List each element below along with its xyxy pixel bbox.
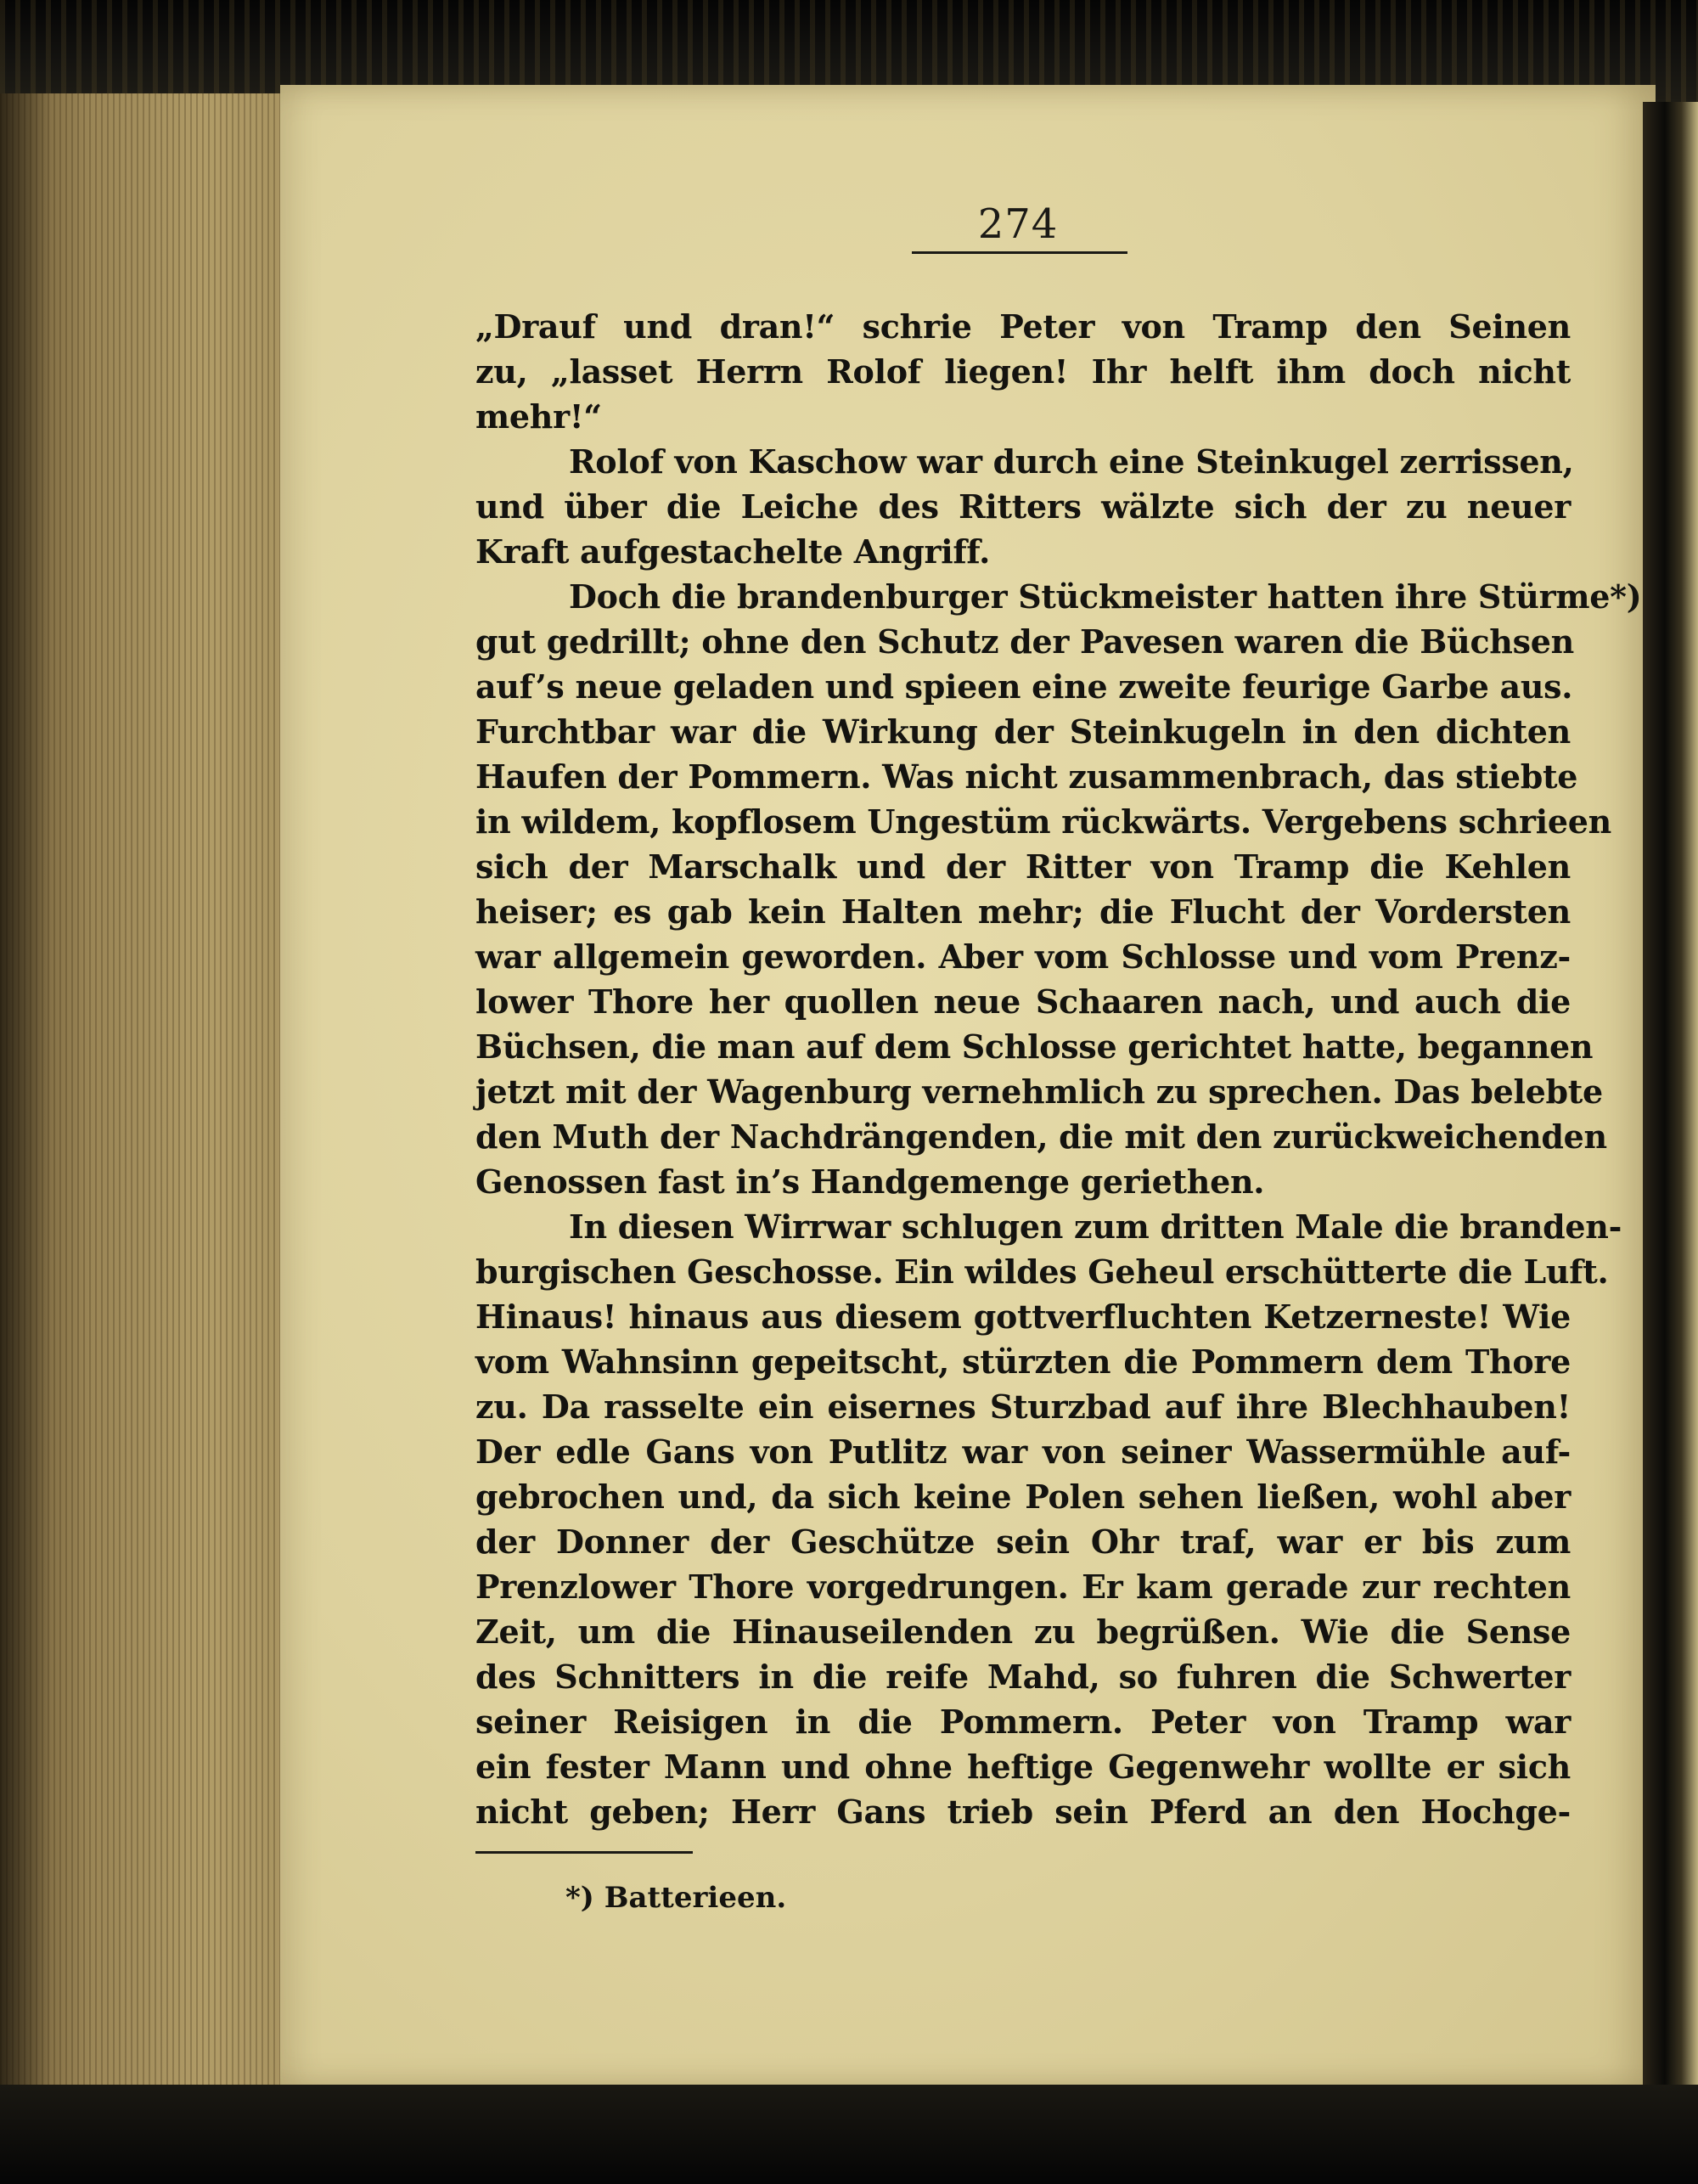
text-line: gebrochen und, da sich keine Polen sehen ließen, wohl aber [475, 1478, 1571, 1516]
page-edges-shadow [0, 93, 51, 2131]
text-line: burgischen Geschosse. Ein wildes Geheul erschütterte die Luft. [475, 1252, 1609, 1291]
page-number: 274 [977, 200, 1059, 248]
text-line: Doch die brandenburger Stückmeister hatten ihre Stürme*) [569, 577, 1642, 616]
text-line: lower Thore her quollen neue Schaaren nach, und auch die [475, 982, 1571, 1021]
text-line: Genossen fast in’s Handgemenge geriethen. [475, 1162, 1265, 1201]
text-line: mehr!“ [475, 397, 602, 436]
text-line: Kraft aufgestachelte Angriff. [475, 532, 991, 571]
text-line: des Schnitters in die reife Mahd, so fuhren die Schwerter [475, 1658, 1571, 1696]
text-line: zu. Da rasselte ein eisernes Sturzbad auf ihre Blechhauben! [475, 1388, 1571, 1426]
footnote: *) Batterieen. [565, 1881, 787, 1915]
body-text [475, 304, 1642, 1834]
text-line: Der edle Gans von Putlitz war von seiner Wassermühle auf- [475, 1433, 1571, 1471]
text-line: Rolof von Kaschow war durch eine Steinkugel zerrissen, [569, 442, 1574, 481]
footnote-rule [475, 1851, 693, 1854]
text-line: Büchsen, die man auf dem Schlosse gerichtet hatte, begannen [475, 1027, 1594, 1066]
text-line: ein fester Mann und ohne heftige Gegenwehr wollte er sich [475, 1748, 1571, 1786]
text-line: heiser; es gab kein Halten mehr; die Flucht der Vordersten [475, 892, 1571, 931]
text-line: Hinaus! hinaus aus diesem gottverfluchten Ketzerneste! Wie [475, 1297, 1571, 1336]
text-line: der Donner der Geschütze sein Ohr traf, war er bis zum [475, 1523, 1571, 1561]
text-line: vom Wahnsinn gepeitscht, stürzten die Pommern dem Thore [475, 1342, 1571, 1381]
text-line: seiner Reisigen in die Pommern. Peter von Tramp war [475, 1703, 1571, 1741]
text-line: Haufen der Pommern. Was nicht zusammenbrach, das stiebte [475, 757, 1578, 796]
text-line: In diesen Wirrwar schlugen zum dritten Male die branden- [569, 1207, 1622, 1246]
book-binding-bottom [0, 2085, 1698, 2184]
book-gutter [1643, 102, 1698, 2089]
text-line: jetzt mit der Wagenburg vernehmlich zu sprechen. Das belebte [475, 1072, 1603, 1111]
text-line: Furchtbar war die Wirkung der Steinkugeln in den dichten [475, 712, 1571, 751]
text-line: nicht geben; Herr Gans trieb sein Pferd an den Hochge- [475, 1793, 1571, 1831]
text-line: war allgemein geworden. Aber vom Schlosse und vom Prenz- [475, 937, 1571, 976]
text-line: gut gedrillt; ohne den Schutz der Pavesen waren die Büchsen [475, 622, 1574, 661]
text-line: Prenzlower Thore vorgedrungen. Er kam gerade zur rechten [475, 1568, 1571, 1606]
text-line: auf’s neue geladen und spieen eine zweite feurige Garbe aus. [475, 667, 1573, 706]
text-line: und über die Leiche des Ritters wälzte sich der zu neuer [475, 487, 1571, 526]
text-line: in wildem, kopflosem Ungestüm rückwärts. Vergebens schrieen [475, 802, 1611, 841]
text-line: zu, „lasset Herrn Rolof liegen! Ihr helft ihm doch nicht [475, 352, 1571, 391]
text-line: „Drauf und dran!“ schrie Peter von Tramp den Seinen [475, 307, 1571, 346]
header-rule [912, 251, 1127, 254]
text-line: den Muth der Nachdrängenden, die mit den zurückweichenden [475, 1117, 1607, 1156]
text-line: sich der Marschalk und der Ritter von Tramp die Kehlen [475, 847, 1571, 886]
text-line: Zeit, um die Hinauseilenden zu begrüßen. Wie die Sense [475, 1613, 1571, 1651]
